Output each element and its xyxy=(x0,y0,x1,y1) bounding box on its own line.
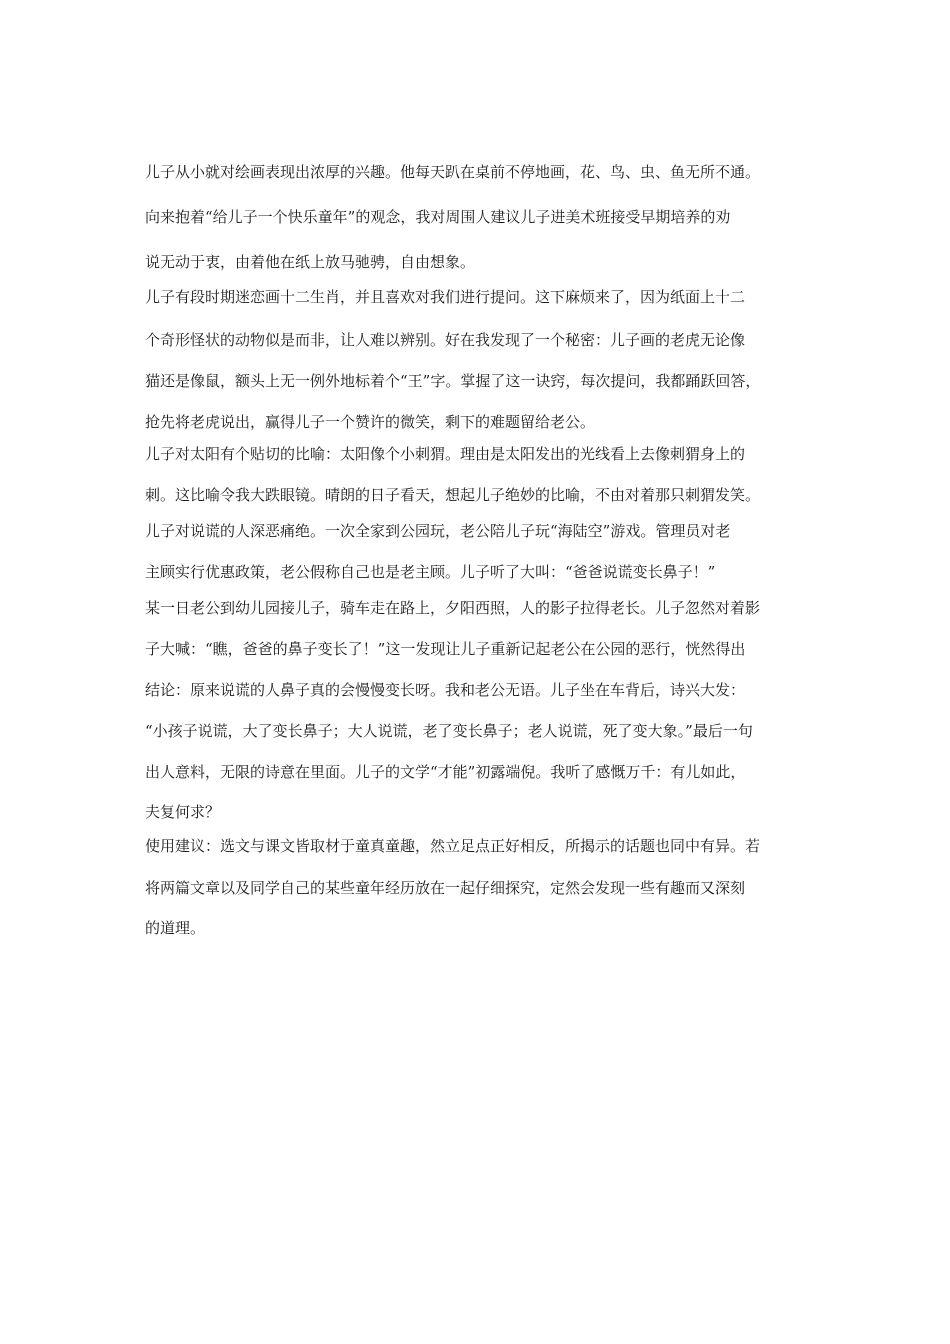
text-line: 儿子有段时期迷恋画十二生肖，并且喜欢对我们进行提问。这下麻烦来了，因为纸面上十二 xyxy=(145,288,746,306)
text-line: 某一日老公到幼儿园接儿子，骑车走在路上，夕阳西照，人的影子拉得老长。儿子忽然对着影 xyxy=(145,599,761,617)
text-line: 儿子从小就对绘画表现出浓厚的兴趣。他每天趴在桌前不停地画，花、鸟、虫、鱼无所不通。 xyxy=(145,163,761,181)
text-line: 将两篇文章以及同学自己的某些童年经历放在一起仔细探究，定然会发现一些有趣而又深刻 xyxy=(145,879,746,897)
text-line: 儿子对说谎的人深恶痛绝。一次全家到公园玩，老公陪儿子玩“海陆空”游戏。管理员对老 xyxy=(145,522,731,540)
text-line: 儿子对太阳有个贴切的比喻：太阳像个小刺猬。理由是太阳发出的光线看上去像刺猬身上的 xyxy=(145,445,746,463)
text-line: 出人意料，无限的诗意在里面。儿子的文学“才能”初露端倪。我听了感慨万千：有儿如此， xyxy=(145,763,746,781)
text-line: 子大喊：“瞧，爸爸的鼻子变长了！”这一发现让儿子重新记起老公在公园的恶行，恍然得出 xyxy=(145,640,746,658)
text-line: 夫复何求？ xyxy=(145,803,221,821)
text-line: “小孩子说谎，大了变长鼻子；大人说谎，老了变长鼻子；老人说谎，死了变大象。”最后一句 xyxy=(145,722,753,740)
text-line: 使用建议：选文与课文皆取材于童真童趣，然立足点正好相反，所揭示的话题也同中有异。若 xyxy=(145,837,761,855)
text-line: 主顾实行优惠政策，老公假称自己也是老主顾。儿子听了大叫：“爸爸说谎变长鼻子！” xyxy=(145,563,716,581)
text-line: 说无动于衷，由着他在纸上放马驰骋，自由想象。 xyxy=(145,253,476,271)
text-line: 个奇形怪状的动物似是而非，让人难以辨别。好在我发现了一个秘密：儿子画的老虎无论像 xyxy=(145,331,746,349)
text-line: 结论：原来说谎的人鼻子真的会慢慢变长呀。我和老公无语。儿子坐在车背后，诗兴大发： xyxy=(145,681,746,699)
text-line: 猫还是像鼠，额头上无一例外地标着个“王”字。掌握了这一诀窍，每次提问，我都踊跃回答， xyxy=(145,372,761,390)
text-line: 刺。这比喻令我大跌眼镜。晴朗的日子看天，想起儿子绝妙的比喻，不由对着那只刺猬发笑。 xyxy=(145,486,761,504)
text-line: 向来抱着“给儿子一个快乐童年”的观念，我对周围人建议儿子进美术班接受早期培养的劝 xyxy=(145,208,731,226)
text-line: 抢先将老虎说出，赢得儿子一个赞许的微笑，剩下的难题留给老公。 xyxy=(145,413,596,431)
text-line: 的道理。 xyxy=(145,919,206,937)
